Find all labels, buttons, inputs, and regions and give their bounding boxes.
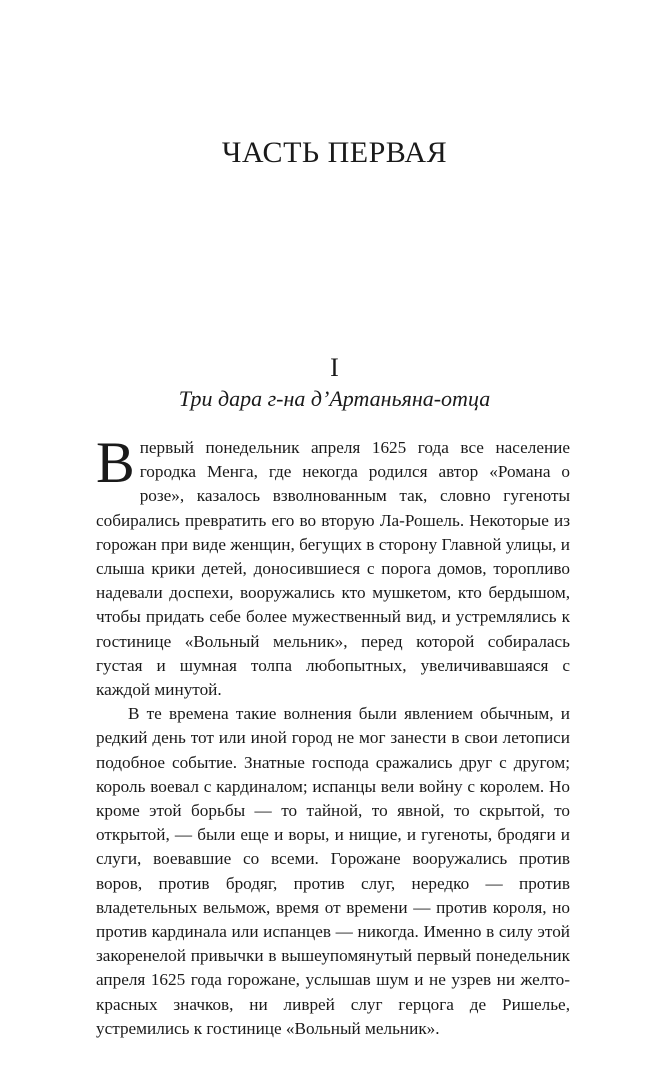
part-title: ЧАСТЬ ПЕРВАЯ: [221, 136, 448, 169]
chapter-title: Три дара г-на д’Артаньяна-отца: [178, 386, 491, 411]
paragraph-1-text: первый понедельник апреля 1625 года все население городка Менга, где некогда родился автор «Романа о розе», казалось взволнованным так, словно гугеноты собирались превратить его во вторую Ла-Рошель. Некоторые из горожан при виде женщин, бегущих в сторону Главной улицы, и слыша крики детей, доносившиеся с порога домов, торопливо надевали доспехи, вооружались кто мушкетом, кто бердышом, чтобы придать себе более мужественный вид, и устремлялись к гостинице «Вольный мельник», перед которой собиралась густая и шумная толпа любопытных, увеличивавшаяся с каждой минутой.: [96, 438, 570, 700]
paragraph-1: [96, 430, 570, 702]
chapter-number: I: [330, 353, 339, 382]
drop-cap: В: [96, 430, 135, 495]
body-text: [96, 430, 570, 1041]
paragraph-2: В те времена такие волнения были явлением обычным, и редкий день тот или иной город не мог занести в свои летописи подобное событие. Знатные господа сражались друг с другом; король воевал с кардиналом; испанцы вели войну с королем. Но кроме этой борьбы — то тайной, то явной, то скрытой, то открытой, — были еще и воры, и нищие, и гугеноты, бродяги и слуги, воевавшие со всеми. Горожане вооружались против воров, против бродяг, против слуг, нередко — против владетельных вельмож, время от времени — против короля, но против кардинала или испанцев — никогда. Именно в силу этой закоренелой привычки в вышеупомянутый первый понедельник апреля 1625 года горожане, услышав шум и не узрев ни желто-красных значков, ни ливрей слуг герцога де Ришелье, устремились к гостинице «Вольный мельник».: [96, 704, 570, 1038]
